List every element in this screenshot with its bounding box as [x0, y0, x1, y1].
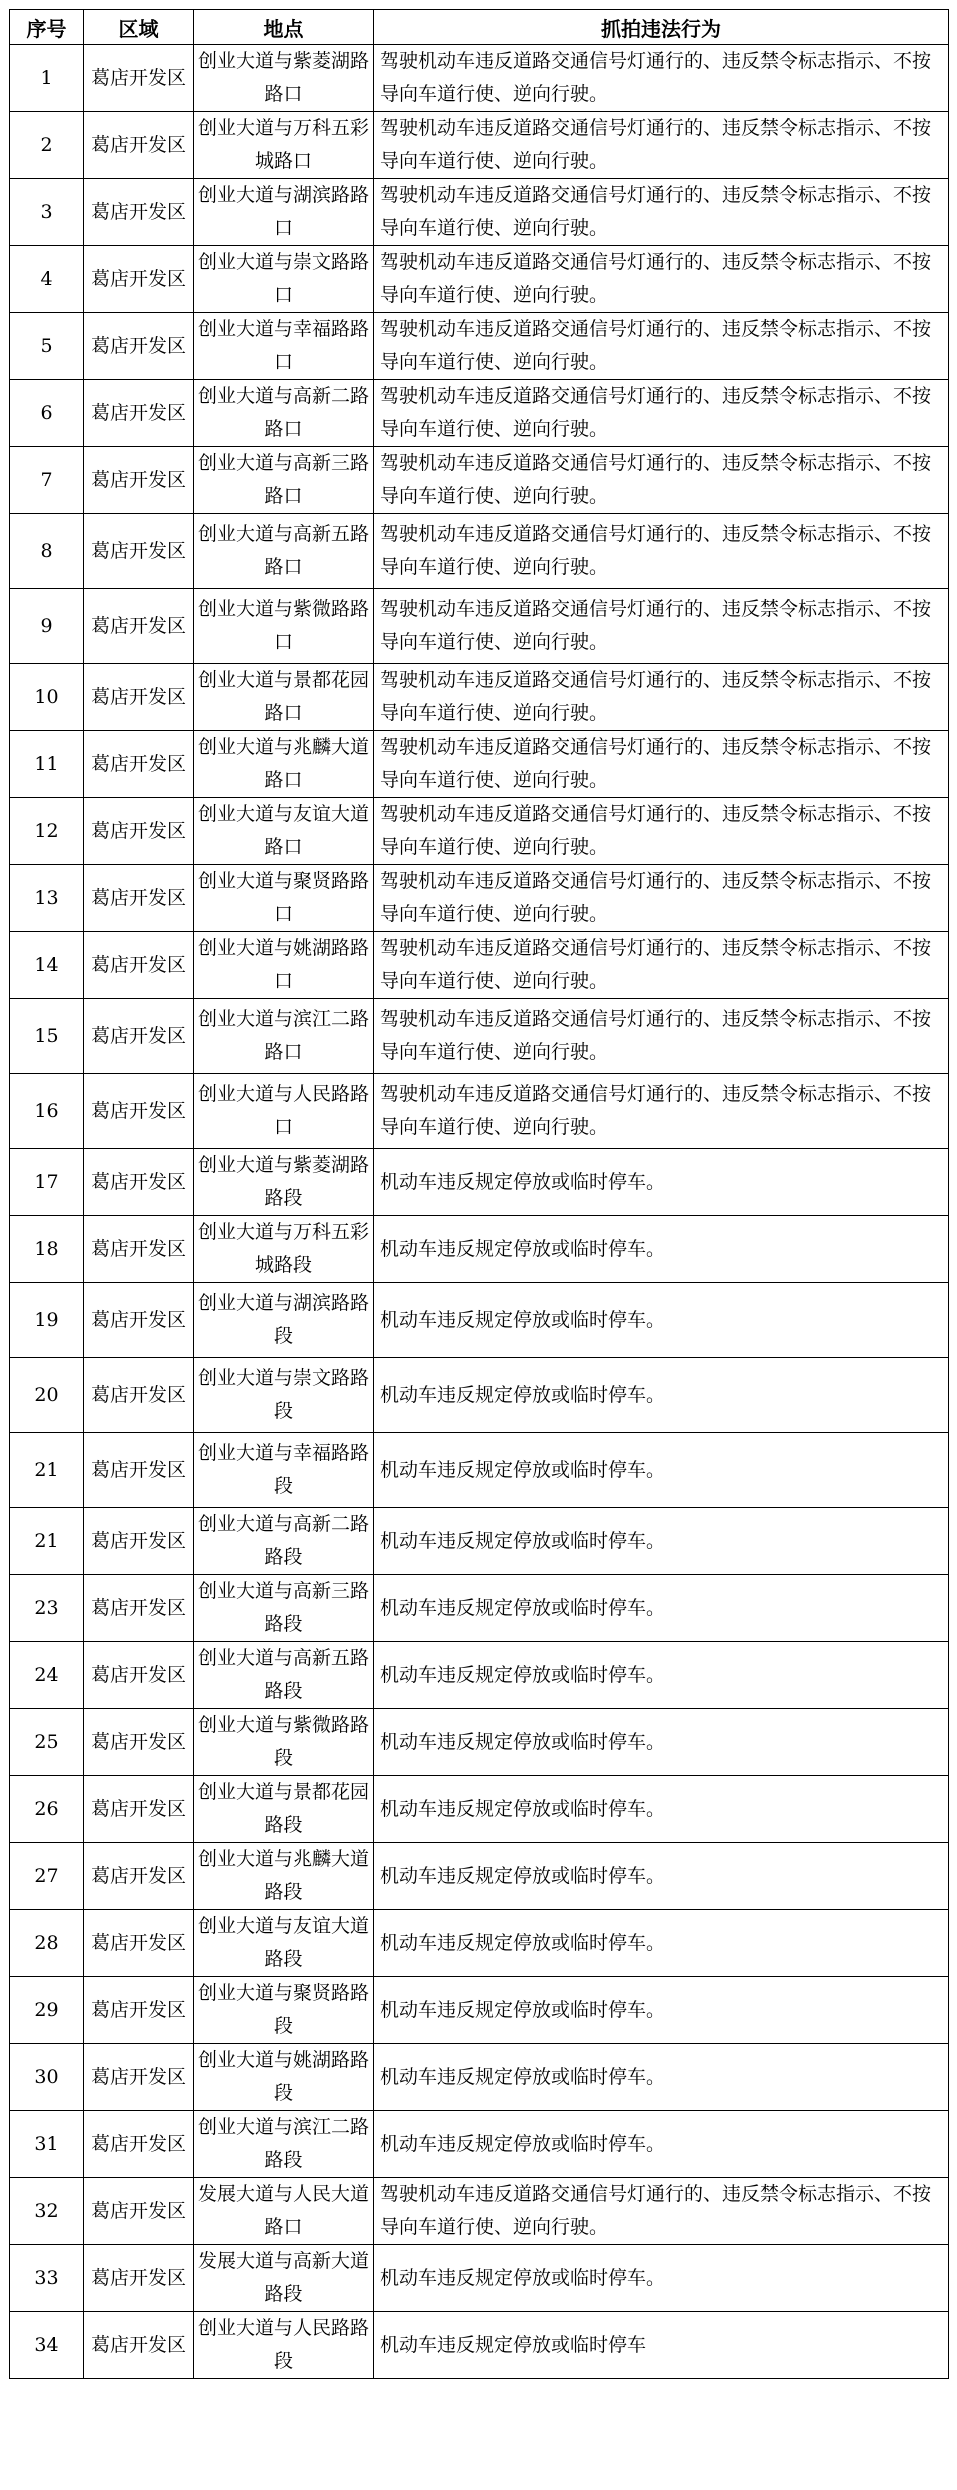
- row-number: 15: [10, 999, 84, 1074]
- row-area: 葛店开发区: [84, 1575, 194, 1642]
- table-row: [10, 1977, 949, 2044]
- table-row: [10, 1910, 949, 1977]
- table-row: [10, 932, 949, 999]
- row-area: 葛店开发区: [84, 1843, 194, 1910]
- row-location: 创业大道与兆麟大道路口: [194, 731, 374, 798]
- row-area: 葛店开发区: [84, 447, 194, 514]
- row-behavior: 驾驶机动车违反道路交通信号灯通行的、违反禁令标志指示、不按导向车道行使、逆向行驶。: [374, 865, 949, 932]
- row-location: 创业大道与幸福路路口: [194, 313, 374, 380]
- table-row: [10, 1358, 949, 1433]
- row-behavior: 机动车违反规定停放或临时停车。: [374, 1642, 949, 1709]
- row-area: 葛店开发区: [84, 798, 194, 865]
- row-behavior: 驾驶机动车违反道路交通信号灯通行的、违反禁令标志指示、不按导向车道行使、逆向行驶。: [374, 179, 949, 246]
- row-behavior: 机动车违反规定停放或临时停车。: [374, 1216, 949, 1283]
- table-row: [10, 514, 949, 589]
- row-number: 3: [10, 179, 84, 246]
- table-row: [10, 2245, 949, 2312]
- row-behavior: 驾驶机动车违反道路交通信号灯通行的、违反禁令标志指示、不按导向车道行使、逆向行驶。: [374, 514, 949, 589]
- row-area: 葛店开发区: [84, 45, 194, 112]
- row-behavior: 机动车违反规定停放或临时停车。: [374, 2245, 949, 2312]
- row-number: 29: [10, 1977, 84, 2044]
- table-row: [10, 1433, 949, 1508]
- row-location: 发展大道与人民大道路口: [194, 2178, 374, 2245]
- row-behavior: 机动车违反规定停放或临时停车。: [374, 1575, 949, 1642]
- row-behavior: 驾驶机动车违反道路交通信号灯通行的、违反禁令标志指示、不按导向车道行使、逆向行驶。: [374, 1074, 949, 1149]
- row-number: 16: [10, 1074, 84, 1149]
- table-row: [10, 2312, 949, 2379]
- table-row: [10, 865, 949, 932]
- row-area: 葛店开发区: [84, 1776, 194, 1843]
- row-number: 5: [10, 313, 84, 380]
- row-number: 19: [10, 1283, 84, 1358]
- row-behavior: 驾驶机动车违反道路交通信号灯通行的、违反禁令标志指示、不按导向车道行使、逆向行驶。: [374, 589, 949, 664]
- row-behavior: 机动车违反规定停放或临时停车。: [374, 1433, 949, 1508]
- row-location: 创业大道与高新三路路段: [194, 1575, 374, 1642]
- row-number: 28: [10, 1910, 84, 1977]
- row-area: 葛店开发区: [84, 112, 194, 179]
- row-location: 创业大道与万科五彩城路口: [194, 112, 374, 179]
- table-row: [10, 2111, 949, 2178]
- table-row: [10, 1216, 949, 1283]
- table-row: [10, 45, 949, 112]
- row-area: 葛店开发区: [84, 1642, 194, 1709]
- row-area: 葛店开发区: [84, 1358, 194, 1433]
- row-location: 创业大道与滨江二路路口: [194, 999, 374, 1074]
- row-location: 创业大道与姚湖路路口: [194, 932, 374, 999]
- row-behavior: 机动车违反规定停放或临时停车。: [374, 1910, 949, 1977]
- table-row: [10, 380, 949, 447]
- row-area: 葛店开发区: [84, 380, 194, 447]
- row-location: 创业大道与湖滨路路段: [194, 1283, 374, 1358]
- row-location: 创业大道与湖滨路路口: [194, 179, 374, 246]
- row-area: 葛店开发区: [84, 514, 194, 589]
- header-behavior: 抓拍违法行为: [374, 10, 949, 45]
- row-location: 创业大道与高新五路路口: [194, 514, 374, 589]
- row-number: 24: [10, 1642, 84, 1709]
- row-number: 11: [10, 731, 84, 798]
- table-row: [10, 2178, 949, 2245]
- row-number: 18: [10, 1216, 84, 1283]
- row-location: 创业大道与紫微路路口: [194, 589, 374, 664]
- row-number: 7: [10, 447, 84, 514]
- table-row: [10, 2044, 949, 2111]
- row-location: 创业大道与崇文路路段: [194, 1358, 374, 1433]
- row-area: 葛店开发区: [84, 1709, 194, 1776]
- row-number: 23: [10, 1575, 84, 1642]
- row-behavior: 驾驶机动车违反道路交通信号灯通行的、违反禁令标志指示、不按导向车道行使、逆向行驶。: [374, 313, 949, 380]
- table-row: [10, 447, 949, 514]
- row-behavior: 机动车违反规定停放或临时停车。: [374, 1709, 949, 1776]
- row-behavior: 机动车违反规定停放或临时停车。: [374, 1977, 949, 2044]
- table-row: [10, 798, 949, 865]
- row-behavior: 驾驶机动车违反道路交通信号灯通行的、违反禁令标志指示、不按导向车道行使、逆向行驶。: [374, 664, 949, 731]
- row-location: 创业大道与崇文路路口: [194, 246, 374, 313]
- row-number: 13: [10, 865, 84, 932]
- table-row: [10, 1508, 949, 1575]
- row-number: 25: [10, 1709, 84, 1776]
- row-behavior: 驾驶机动车违反道路交通信号灯通行的、违反禁令标志指示、不按导向车道行使、逆向行驶。: [374, 932, 949, 999]
- row-number: 2: [10, 112, 84, 179]
- row-location: 创业大道与高新二路路段: [194, 1508, 374, 1575]
- row-behavior: 机动车违反规定停放或临时停车。: [374, 2044, 949, 2111]
- table-row: [10, 589, 949, 664]
- row-number: 9: [10, 589, 84, 664]
- table-row: [10, 1283, 949, 1358]
- row-location: 创业大道与景都花园路段: [194, 1776, 374, 1843]
- row-area: 葛店开发区: [84, 1074, 194, 1149]
- table-row: [10, 1642, 949, 1709]
- row-behavior: 机动车违反规定停放或临时停车。: [374, 1149, 949, 1216]
- row-area: 葛店开发区: [84, 2044, 194, 2111]
- table-row: [10, 313, 949, 380]
- row-location: 创业大道与紫菱湖路路段: [194, 1149, 374, 1216]
- row-behavior: 驾驶机动车违反道路交通信号灯通行的、违反禁令标志指示、不按导向车道行使、逆向行驶。: [374, 731, 949, 798]
- row-number: 14: [10, 932, 84, 999]
- row-behavior: 驾驶机动车违反道路交通信号灯通行的、违反禁令标志指示、不按导向车道行使、逆向行驶。: [374, 798, 949, 865]
- violation-table: [9, 9, 949, 2379]
- table-row: [10, 731, 949, 798]
- row-location: 创业大道与友谊大道路段: [194, 1910, 374, 1977]
- table-row: [10, 1149, 949, 1216]
- row-area: 葛店开发区: [84, 932, 194, 999]
- row-location: 创业大道与聚贤路路段: [194, 1977, 374, 2044]
- row-behavior: 机动车违反规定停放或临时停车。: [374, 1843, 949, 1910]
- row-location: 创业大道与人民路路段: [194, 2312, 374, 2379]
- row-area: 葛店开发区: [84, 731, 194, 798]
- header-area: 区域: [84, 10, 194, 45]
- row-behavior: 机动车违反规定停放或临时停车。: [374, 1508, 949, 1575]
- row-area: 葛店开发区: [84, 1508, 194, 1575]
- row-area: 葛店开发区: [84, 1149, 194, 1216]
- row-number: 27: [10, 1843, 84, 1910]
- row-number: 31: [10, 2111, 84, 2178]
- row-number: 8: [10, 514, 84, 589]
- row-number: 4: [10, 246, 84, 313]
- header-row: [10, 10, 949, 45]
- row-number: 21: [10, 1508, 84, 1575]
- row-area: 葛店开发区: [84, 1283, 194, 1358]
- row-number: 34: [10, 2312, 84, 2379]
- row-behavior: 驾驶机动车违反道路交通信号灯通行的、违反禁令标志指示、不按导向车道行使、逆向行驶。: [374, 112, 949, 179]
- row-area: 葛店开发区: [84, 589, 194, 664]
- row-number: 21: [10, 1433, 84, 1508]
- row-location: 创业大道与紫微路路段: [194, 1709, 374, 1776]
- row-behavior: 机动车违反规定停放或临时停车。: [374, 1776, 949, 1843]
- row-location: 创业大道与紫菱湖路路口: [194, 45, 374, 112]
- table-row: [10, 179, 949, 246]
- row-location: 创业大道与友谊大道路口: [194, 798, 374, 865]
- row-area: 葛店开发区: [84, 246, 194, 313]
- table-row: [10, 112, 949, 179]
- row-number: 17: [10, 1149, 84, 1216]
- row-area: 葛店开发区: [84, 1977, 194, 2044]
- header-no: 序号: [10, 10, 84, 45]
- table-body: [10, 45, 949, 2379]
- row-area: 葛店开发区: [84, 1216, 194, 1283]
- row-number: 10: [10, 664, 84, 731]
- table-row: [10, 999, 949, 1074]
- row-number: 33: [10, 2245, 84, 2312]
- row-location: 创业大道与人民路路口: [194, 1074, 374, 1149]
- row-location: 创业大道与高新五路路段: [194, 1642, 374, 1709]
- row-area: 葛店开发区: [84, 2111, 194, 2178]
- row-location: 创业大道与幸福路路段: [194, 1433, 374, 1508]
- row-number: 26: [10, 1776, 84, 1843]
- table-row: [10, 1776, 949, 1843]
- row-behavior: 机动车违反规定停放或临时停车。: [374, 2111, 949, 2178]
- row-behavior: 驾驶机动车违反道路交通信号灯通行的、违反禁令标志指示、不按导向车道行使、逆向行驶。: [374, 380, 949, 447]
- row-behavior: 驾驶机动车违反道路交通信号灯通行的、违反禁令标志指示、不按导向车道行使、逆向行驶。: [374, 447, 949, 514]
- row-location: 创业大道与兆麟大道路段: [194, 1843, 374, 1910]
- row-number: 1: [10, 45, 84, 112]
- table-row: [10, 664, 949, 731]
- row-location: 发展大道与高新大道路段: [194, 2245, 374, 2312]
- row-location: 创业大道与高新三路路口: [194, 447, 374, 514]
- row-area: 葛店开发区: [84, 865, 194, 932]
- row-area: 葛店开发区: [84, 2312, 194, 2379]
- row-area: 葛店开发区: [84, 1910, 194, 1977]
- row-area: 葛店开发区: [84, 2245, 194, 2312]
- table-row: [10, 1843, 949, 1910]
- row-location: 创业大道与景都花园路口: [194, 664, 374, 731]
- row-behavior: 机动车违反规定停放或临时停车。: [374, 1358, 949, 1433]
- row-behavior: 驾驶机动车违反道路交通信号灯通行的、违反禁令标志指示、不按导向车道行使、逆向行驶。: [374, 999, 949, 1074]
- row-area: 葛店开发区: [84, 999, 194, 1074]
- row-location: 创业大道与滨江二路路段: [194, 2111, 374, 2178]
- row-number: 32: [10, 2178, 84, 2245]
- row-behavior: 驾驶机动车违反道路交通信号灯通行的、违反禁令标志指示、不按导向车道行使、逆向行驶。: [374, 2178, 949, 2245]
- row-behavior: 机动车违反规定停放或临时停车: [374, 2312, 949, 2379]
- row-location: 创业大道与姚湖路路段: [194, 2044, 374, 2111]
- row-behavior: 驾驶机动车违反道路交通信号灯通行的、违反禁令标志指示、不按导向车道行使、逆向行驶。: [374, 45, 949, 112]
- row-area: 葛店开发区: [84, 2178, 194, 2245]
- row-number: 12: [10, 798, 84, 865]
- row-area: 葛店开发区: [84, 1433, 194, 1508]
- row-number: 20: [10, 1358, 84, 1433]
- row-location: 创业大道与聚贤路路口: [194, 865, 374, 932]
- row-number: 30: [10, 2044, 84, 2111]
- row-behavior: 机动车违反规定停放或临时停车。: [374, 1283, 949, 1358]
- row-number: 6: [10, 380, 84, 447]
- row-location: 创业大道与高新二路路口: [194, 380, 374, 447]
- table-row: [10, 246, 949, 313]
- table-row: [10, 1575, 949, 1642]
- row-location: 创业大道与万科五彩城路段: [194, 1216, 374, 1283]
- row-area: 葛店开发区: [84, 664, 194, 731]
- row-area: 葛店开发区: [84, 313, 194, 380]
- table-row: [10, 1074, 949, 1149]
- row-area: 葛店开发区: [84, 179, 194, 246]
- table-row: [10, 1709, 949, 1776]
- header-location: 地点: [194, 10, 374, 45]
- row-behavior: 驾驶机动车违反道路交通信号灯通行的、违反禁令标志指示、不按导向车道行使、逆向行驶。: [374, 246, 949, 313]
